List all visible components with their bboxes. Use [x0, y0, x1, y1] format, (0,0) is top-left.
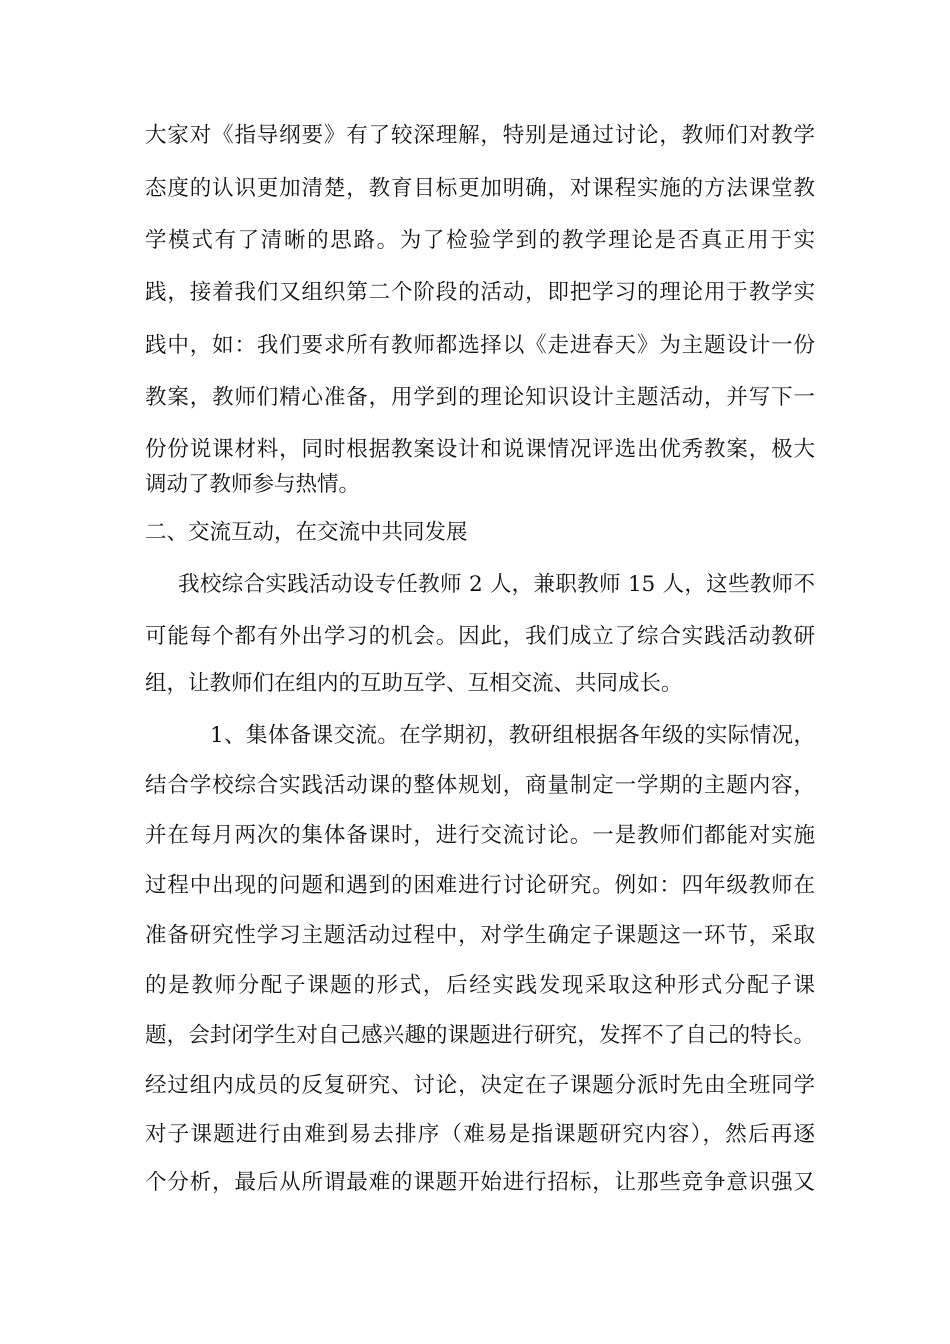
paragraph-line: 并在每月两次的集体备课时，进行交流讨论。一是教师们都能对实施 — [145, 823, 815, 848]
paragraph-line: 过程中出现的问题和遇到的困难进行讨论研究。例如：四年级教师在 — [145, 873, 815, 898]
paragraph-line: 践中，如：我们要求所有教师都选择以《走进春天》为主题设计一份 — [145, 333, 815, 358]
paragraph-line: 教案，教师们精心准备，用学到的理论知识设计主题活动，并写下一 — [145, 385, 815, 410]
paragraph-line: 践，接着我们又组织第二个阶段的活动，即把学习的理论用于教学实 — [145, 280, 815, 305]
paragraph-line: 可能每个都有外出学习的机会。因此，我们成立了综合实践活动教研 — [145, 624, 815, 649]
paragraph-line: 大家对《指导纲要》有了较深理解，特别是通过讨论，教师们对教学 — [145, 123, 815, 148]
paragraph-line: 结合学校综合实践活动课的整体规划，商量制定一学期的主题内容， — [145, 773, 815, 798]
paragraph-line: 准备研究性学习主题活动过程中，对学生确定子课题这一环节，采取 — [145, 923, 815, 948]
paragraph-line: 调动了教师参与热情。 — [145, 472, 361, 497]
paragraph-line: 态度的认识更加清楚，教育目标更加明确，对课程实施的方法课堂教 — [145, 176, 815, 201]
paragraph-line: 1、集体备课交流。在学期初，教研组根据各年级的实际情况， — [210, 723, 815, 748]
paragraph-line: 组，让教师们在组内的互助互学、互相交流、共同成长。 — [145, 671, 683, 696]
paragraph-line: 经过组内成员的反复研究、讨论，决定在子课题分派时先由全班同学 — [145, 1073, 815, 1098]
paragraph-line: 学模式有了清晰的思路。为了检验学到的教学理论是否真正用于实 — [145, 228, 815, 253]
paragraph-line: 份份说课材料，同时根据教案设计和说课情况评选出优秀教案，极大 — [145, 437, 815, 462]
paragraph-line: 的是教师分配子课题的形式，后经实践发现采取这种形式分配子课 — [145, 973, 815, 998]
paragraph-line: 题，会封闭学生对自己感兴趣的课题进行研究，发挥不了自己的特长。 — [145, 1023, 815, 1048]
paragraph-line: 对子课题进行由难到易去排序（难易是指课题研究内容），然后再逐 — [145, 1122, 815, 1147]
paragraph-line: 我校综合实践活动设专任教师 2 人，兼职教师 15 人，这些教师不 — [178, 572, 815, 597]
paragraph-line: 个分析，最后从所谓最难的课题开始进行招标，让那些竞争意识强又 — [145, 1170, 815, 1195]
section-heading: 二、交流互动，在交流中共同发展 — [145, 520, 468, 545]
